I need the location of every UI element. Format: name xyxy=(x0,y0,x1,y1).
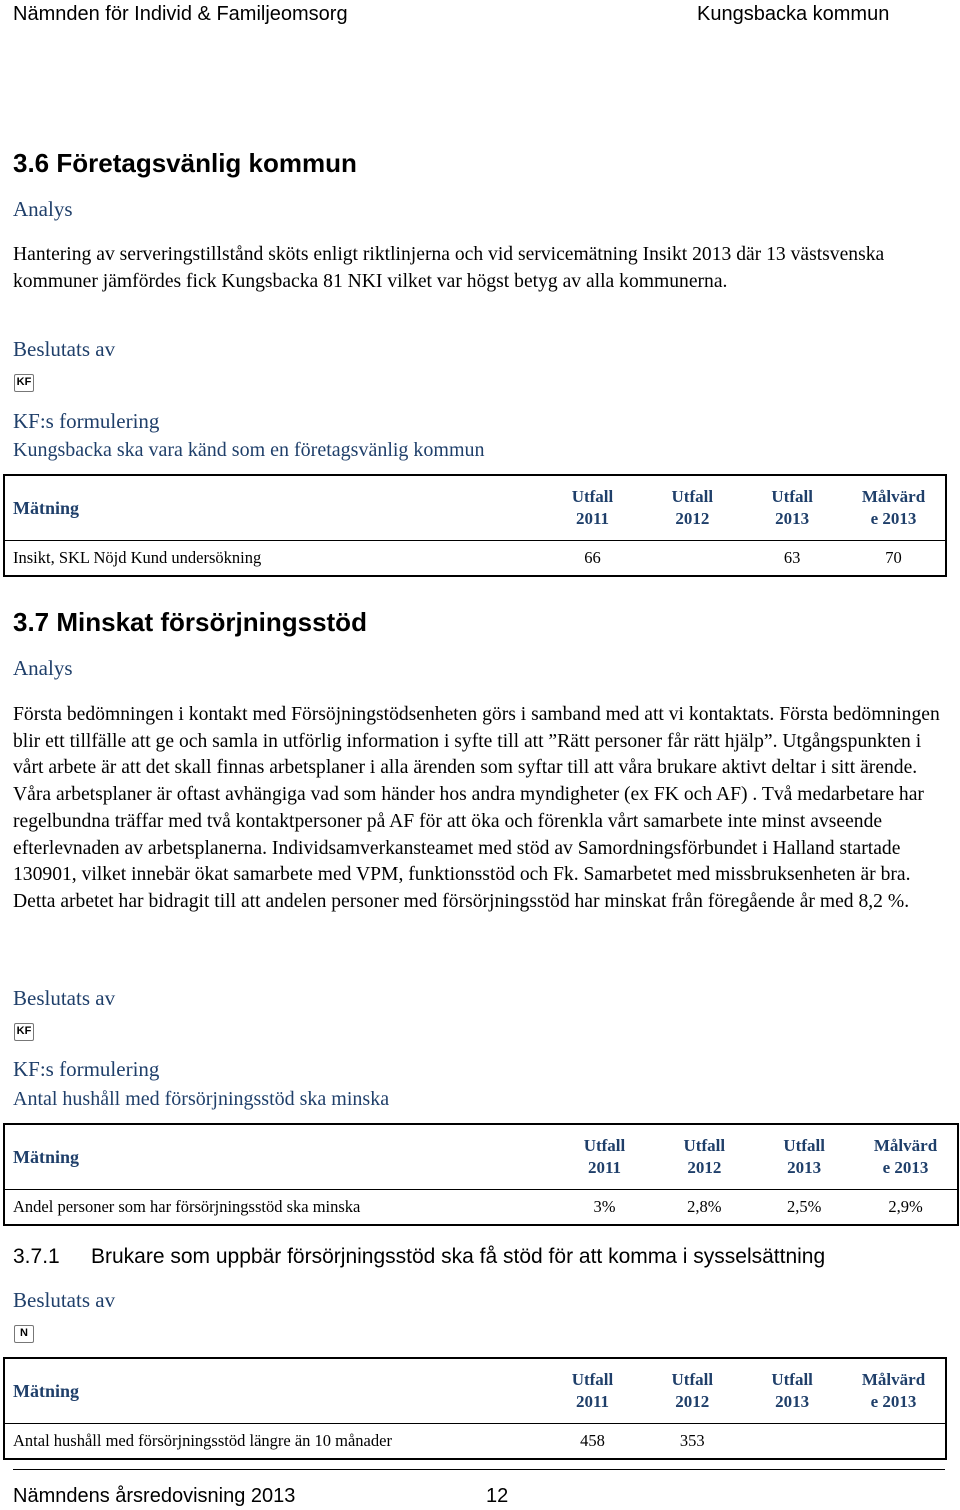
section-title-3-7: 3.7 Minskat försörjningsstöd xyxy=(13,607,367,637)
section-title-3-7-1: Brukare som uppbär försörjningsstöd ska få stöd för att komma i sysselsättning xyxy=(91,1245,826,1268)
header-cell: Utfall 2013 xyxy=(771,487,813,528)
header-cell: Mätning xyxy=(13,1381,80,1401)
table-header-row xyxy=(4,475,946,541)
cell-value: 3% xyxy=(555,1190,655,1226)
cell-measure: Insikt, SKL Nöjd Kund undersökning xyxy=(4,541,543,577)
header-cell: Utfall 2013 xyxy=(783,1136,825,1177)
table-header-row xyxy=(4,1358,946,1424)
header-cell: Utfall 2012 xyxy=(671,487,714,528)
table-row xyxy=(4,1190,958,1226)
section-number-3-7-1: 3.7.1 xyxy=(13,1245,60,1268)
kf-formulering-text: Antal hushåll med försörjningsstöd ska minska xyxy=(13,1088,390,1110)
table-row xyxy=(4,541,946,577)
kf-formulering-text: Kungsbacka ska vara känd som en företagsvänlig kommun xyxy=(13,439,485,461)
measurement-table xyxy=(3,474,947,577)
page-number: 12 xyxy=(486,1485,509,1507)
kf-formulering-label: KF:s formulering xyxy=(13,1057,160,1081)
header-left: Nämnden för Individ & Familjeomsorg xyxy=(13,3,348,25)
cell-value xyxy=(742,1424,842,1460)
cell-value: 70 xyxy=(842,541,946,577)
measurement-table xyxy=(3,1357,947,1460)
header-cell: Utfall 2013 xyxy=(771,1370,813,1411)
kf-icon: KF xyxy=(14,1023,34,1041)
header-cell: Utfall 2011 xyxy=(571,487,614,528)
analys-text: Hantering av serveringstillstånd sköts enligt riktlinjerna och vid servicemätning Insikt 2013 där 13 västsvenska kommuner jämfördes fick Kungsbacka 81 NKI vilket var högst betyg av alla kommunerna. xyxy=(13,244,885,292)
footer-title: Nämndens årsredovisning 2013 xyxy=(13,1485,296,1507)
header-cell: Målvärd e 2013 xyxy=(861,1370,926,1411)
kf-icon: KF xyxy=(14,374,34,392)
section-title-3-6: 3.6 Företagsvänlig kommun xyxy=(13,148,357,178)
n-icon: N xyxy=(14,1325,34,1343)
header-right: Kungsbacka kommun xyxy=(697,3,890,25)
header-cell: Målvärd e 2013 xyxy=(873,1136,938,1177)
cell-value: 66 xyxy=(543,541,643,577)
table-row xyxy=(4,1424,946,1460)
header-cell: Utfall 2011 xyxy=(571,1370,614,1411)
beslutats-label: Beslutats av xyxy=(13,337,116,361)
analys-label: Analys xyxy=(13,656,73,680)
header-cell: Mätning xyxy=(13,1147,80,1167)
cell-value: 63 xyxy=(742,541,842,577)
header-cell: Utfall 2011 xyxy=(583,1136,626,1177)
analys-text: Första bedömningen i kontakt med Försöjningstödsenheten görs i samband med att vi kontaktats. Första bedömningen blir ett tillfälle att ge och samla in utförlig information i syfte till att ”Rätt personer får rätt hjälp”. Utgångspunkten i vårt arbete är att det skall finnas arbetsplaner i alla ärenden som syftar till att våra brukare aktivt deltar i sitt ärende. Våra arbetsplaner är oftast avhängiga vad som händer hos andra myndigheter (ex FK och AF) . Två medarbetare har regelbundna träffar med två kontaktpersoner på AF för att öka och förenkla vårt samarbete inte minst avseende efterlevnaden av arbetsplanerna. Individsamverkansteamet med stöd av Samordningsförbundet i Halland startade 130901, vilket innebär ökat samarbete med VPM, funktionsstöd och Fk. Samarbetet med missbruksenheten är bra. Detta arbetet har bidragit till att andelen personer med försörjningsstöd har minskat från föregående år med 8,2 %. xyxy=(13,704,940,912)
beslutats-label: Beslutats av xyxy=(13,986,116,1010)
cell-value xyxy=(642,541,742,577)
beslutats-label: Beslutats av xyxy=(13,1288,116,1312)
analys-label: Analys xyxy=(13,197,73,221)
header-cell: Mätning xyxy=(13,498,80,518)
cell-value: 2,8% xyxy=(654,1190,754,1226)
cell-value: 458 xyxy=(543,1424,643,1460)
kf-formulering-label: KF:s formulering xyxy=(13,409,160,433)
cell-value: 353 xyxy=(642,1424,742,1460)
footer-rule xyxy=(13,1469,945,1470)
table-header-row xyxy=(4,1124,958,1190)
cell-measure: Antal hushåll med försörjningsstöd längre än 10 månader xyxy=(4,1424,543,1460)
cell-value: 2,9% xyxy=(854,1190,958,1226)
measurement-table xyxy=(3,1123,959,1226)
cell-value xyxy=(842,1424,946,1460)
header-cell: Utfall 2012 xyxy=(671,1370,714,1411)
cell-measure: Andel personer som har försörjningsstöd ska minska xyxy=(4,1190,555,1226)
cell-value: 2,5% xyxy=(754,1190,854,1226)
header-cell: Utfall 2012 xyxy=(683,1136,726,1177)
header-cell: Målvärd e 2013 xyxy=(861,487,926,528)
